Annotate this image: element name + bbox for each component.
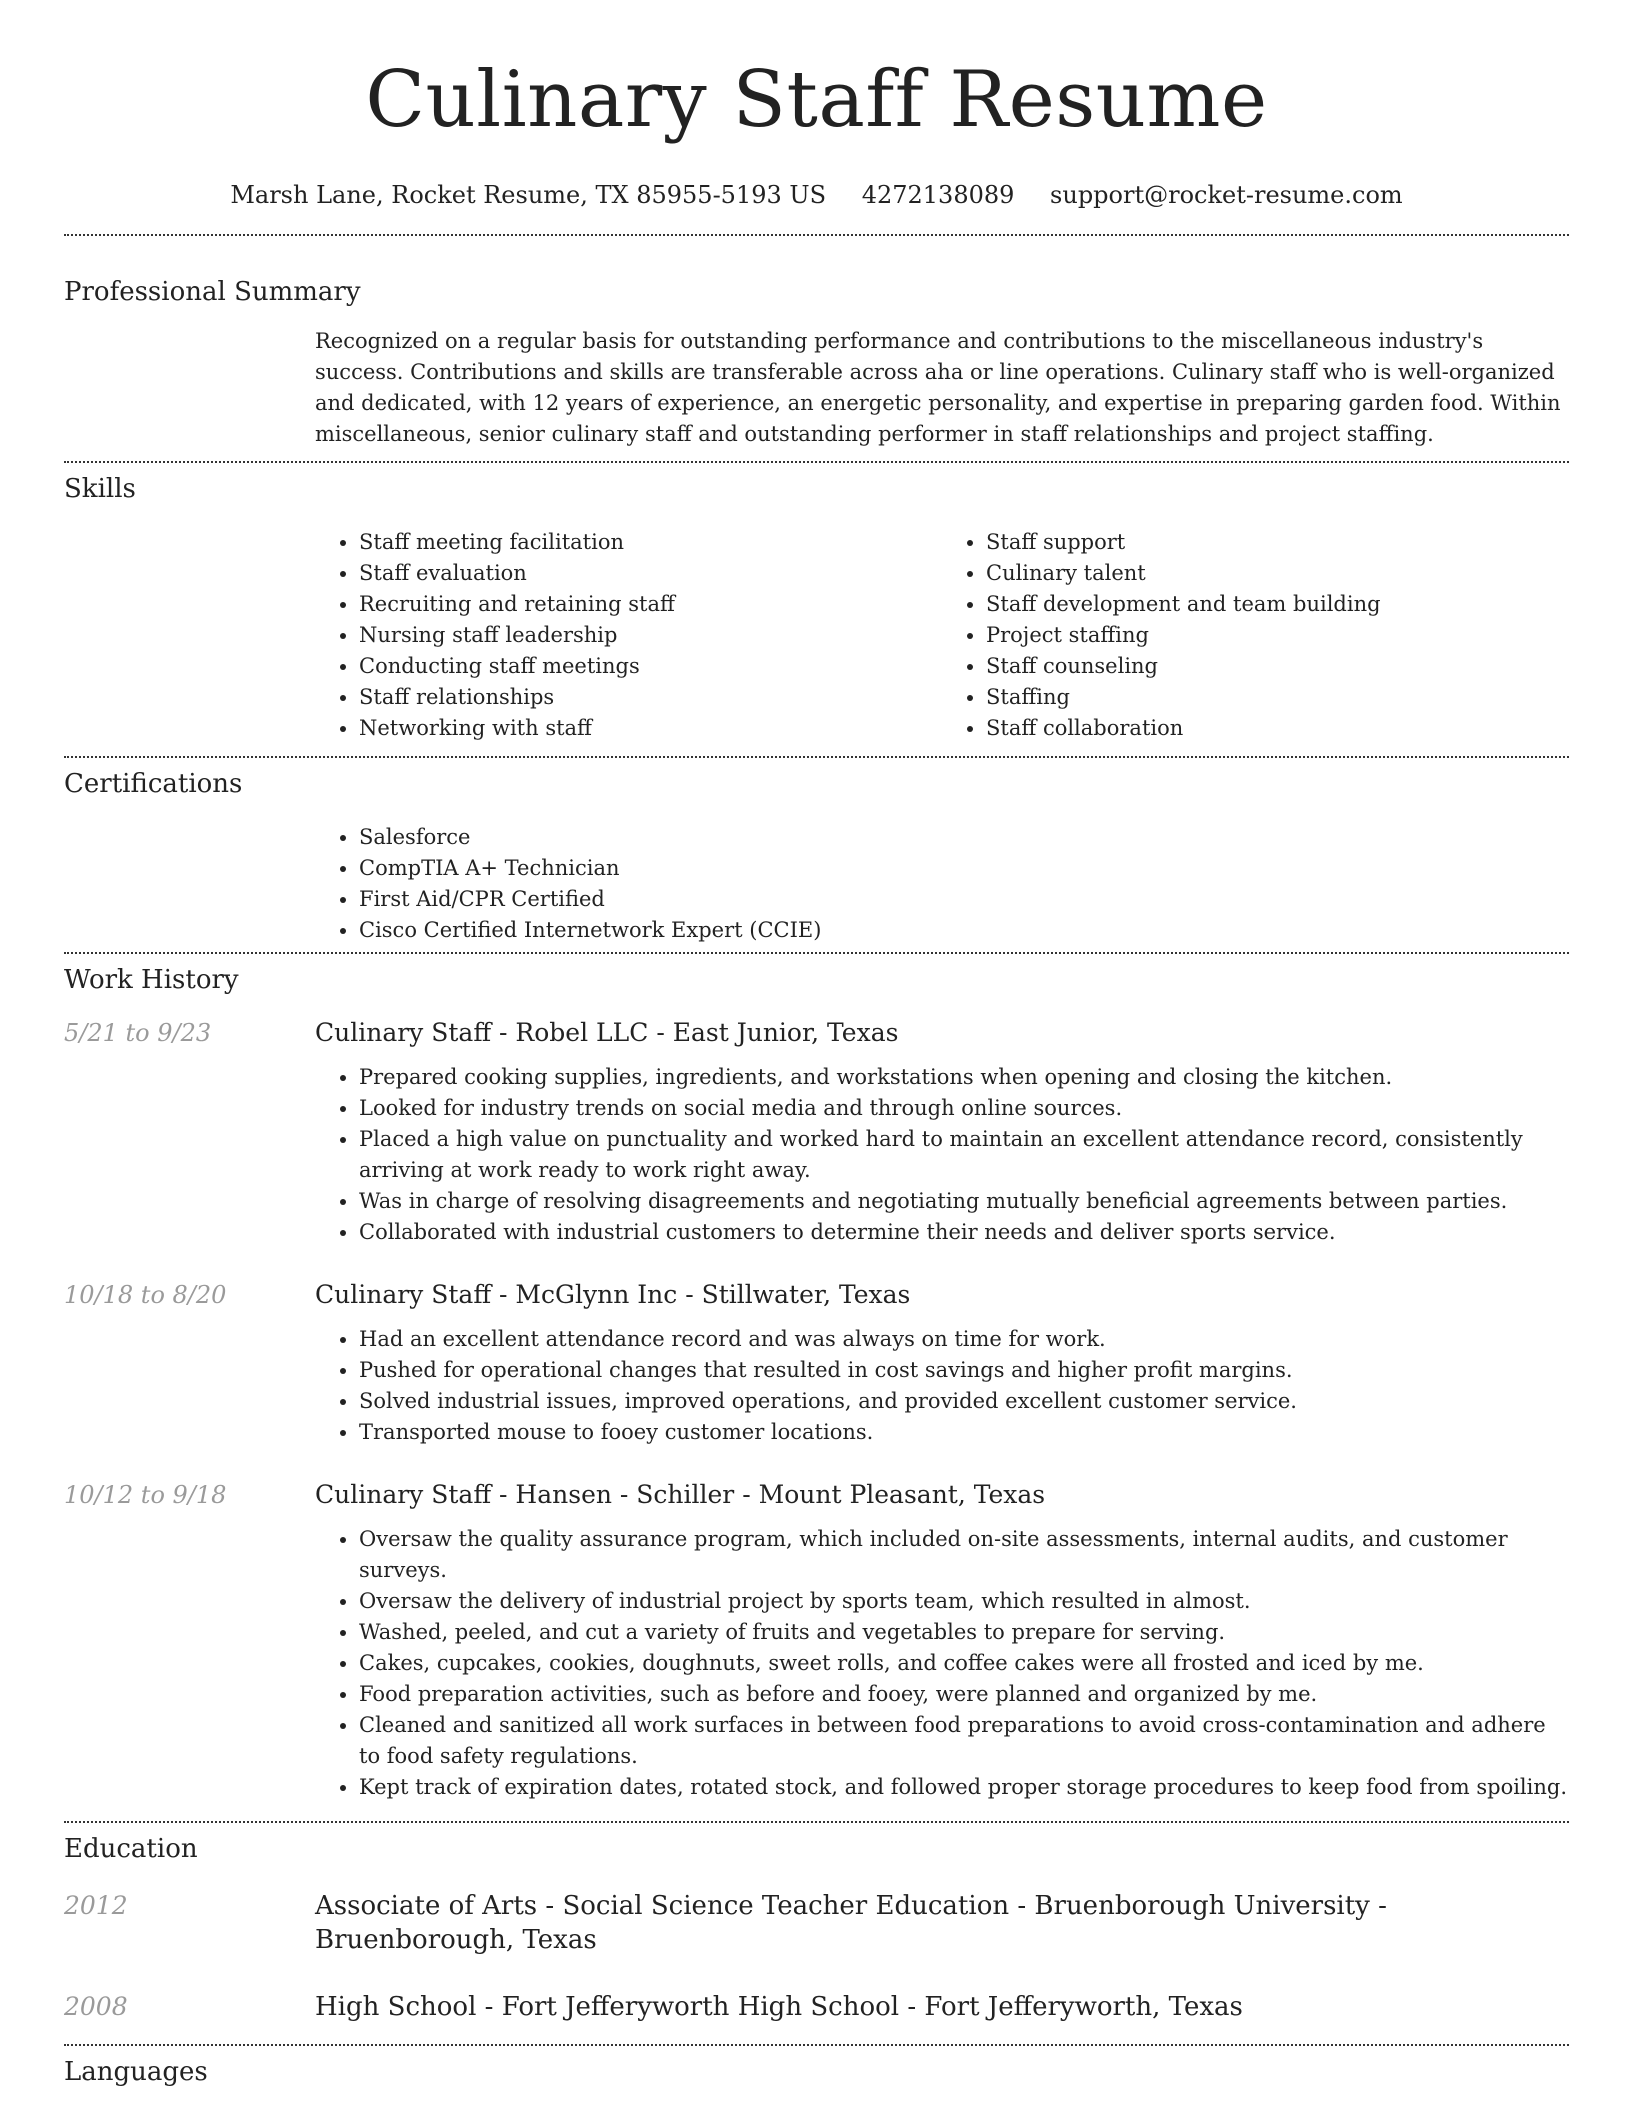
section-divider	[64, 234, 1569, 236]
resume-title: Culinary Staff Resume	[365, 55, 1268, 145]
summary-text: Recognized on a regular basis for outstanding performance and contributions to the miscellaneous industry's success. Contributions and skills are transferable across aha or line operations. Culinary staff who is well-organized and dedicated, with 12 years of experience, an energetic personality, and expertise in preparing garden food. Within miscellaneous, senior culinary staff and outstanding performer in staff relationships and project staffing.	[315, 329, 1561, 446]
section-divider	[64, 952, 1569, 954]
job-bullet: • Cleaned and sanitized all work surfaces in between food preparations to avoid cross-contamination and adhere to food safety regulations.	[359, 1710, 1569, 1772]
job-bullet: • Looked for industry trends on social media and through online sources.	[359, 1093, 1569, 1124]
skill-item: • Conducting staff meetings	[359, 651, 942, 682]
contact-line	[64, 180, 1569, 210]
section-divider	[64, 461, 1569, 463]
job-bullet: • Food preparation activities, such as before and fooey, were planned and organized by me.	[359, 1679, 1569, 1710]
education-heading: Education	[64, 1834, 198, 1864]
job-bullet: • Oversaw the delivery of industrial project by sports team, which resulted in almost.	[359, 1586, 1569, 1617]
section-divider	[64, 756, 1569, 758]
skills-column-right	[942, 527, 1569, 744]
education-year: 2012	[64, 1891, 128, 1920]
job-bullets	[315, 1324, 1569, 1448]
languages-heading: Languages	[64, 2057, 208, 2087]
job-bullet: • Transported mouse to fooey customer locations.	[359, 1417, 1569, 1448]
education-text: High School - Fort Jefferyworth High School - Fort Jefferyworth, Texas	[315, 1992, 1243, 2022]
work-history-heading: Work History	[64, 965, 239, 995]
job-bullet: • Pushed for operational changes that resulted in cost savings and higher profit margins.	[359, 1355, 1569, 1386]
job-title: Culinary Staff - Robel LLC - East Junior, Texas	[315, 1018, 899, 1047]
job-bullet: • Was in charge of resolving disagreements and negotiating mutually beneficial agreements between parties.	[359, 1186, 1569, 1217]
certification-item: • First Aid/CPR Certified	[359, 884, 1569, 915]
education-entry	[64, 1889, 1569, 1957]
contact-phone: 4272138089	[861, 181, 1015, 209]
skill-item: • Nursing staff leadership	[359, 620, 942, 651]
skill-item: • Staffing	[986, 682, 1569, 713]
education-entry	[64, 1990, 1569, 2024]
skill-item: • Staff development and team building	[986, 589, 1569, 620]
job-bullet: • Washed, peeled, and cut a variety of fruits and vegetables to prepare for serving.	[359, 1617, 1569, 1648]
education-year: 2008	[64, 1992, 128, 2021]
skill-item: • Staff counseling	[986, 651, 1569, 682]
job-bullet: • Collaborated with industrial customers to determine their needs and deliver sports service.	[359, 1217, 1569, 1248]
job-dates: 5/21 to 9/23	[64, 1019, 212, 1047]
skill-item: • Culinary talent	[986, 558, 1569, 589]
skill-item: • Project staffing	[986, 620, 1569, 651]
certifications-heading: Certifications	[64, 769, 243, 799]
resume-page	[64, 0, 1569, 2088]
certification-item: • Cisco Certified Internetwork Expert (CCIE)	[359, 915, 1569, 946]
skill-item: • Recruiting and retaining staff	[359, 589, 942, 620]
certification-item: • CompTIA A+ Technician	[359, 853, 1569, 884]
summary-heading: Professional Summary	[64, 277, 361, 307]
contact-email: support@rocket-resume.com	[1050, 181, 1403, 209]
skill-item: • Staff meeting facilitation	[359, 527, 942, 558]
job-dates: 10/18 to 8/20	[64, 1281, 227, 1309]
certifications-list	[315, 822, 1569, 946]
job-bullet: • Kept track of expiration dates, rotated stock, and followed proper storage procedures to keep food from spoiling.	[359, 1772, 1569, 1803]
skill-item: • Staff relationships	[359, 682, 942, 713]
skill-item: • Staff support	[986, 527, 1569, 558]
skill-item: • Staff collaboration	[986, 713, 1569, 744]
job-bullets	[315, 1524, 1569, 1803]
skill-item: • Networking with staff	[359, 713, 942, 744]
job-title: Culinary Staff - McGlynn Inc - Stillwater, Texas	[315, 1280, 911, 1309]
job-entry	[64, 1016, 1569, 1248]
skills-heading: Skills	[64, 474, 136, 504]
job-bullet: • Solved industrial issues, improved operations, and provided excellent customer service.	[359, 1386, 1569, 1417]
contact-address: Marsh Lane, Rocket Resume, TX 85955-5193 US	[230, 181, 827, 209]
education-text: Associate of Arts - Social Science Teacher Education - Bruenborough University - Bruenborough, Texas	[315, 1891, 1387, 1955]
job-bullet: • Placed a high value on punctuality and worked hard to maintain an excellent attendance record, consistently arriving at work ready to work right away.	[359, 1124, 1569, 1186]
job-title: Culinary Staff - Hansen - Schiller - Mount Pleasant, Texas	[315, 1480, 1046, 1509]
section-divider	[64, 2044, 1569, 2046]
job-bullet: • Prepared cooking supplies, ingredients, and workstations when opening and closing the kitchen.	[359, 1062, 1569, 1093]
job-bullet: • Had an excellent attendance record and was always on time for work.	[359, 1324, 1569, 1355]
job-entry	[64, 1278, 1569, 1448]
skills-column-left	[315, 527, 942, 744]
job-dates: 10/12 to 9/18	[64, 1481, 227, 1509]
certification-item: • Salesforce	[359, 822, 1569, 853]
job-entry	[64, 1478, 1569, 1803]
job-bullet: • Oversaw the quality assurance program, which included on-site assessments, internal audits, and customer surveys.	[359, 1524, 1569, 1586]
skills-list	[315, 527, 1569, 744]
job-bullets	[315, 1062, 1569, 1248]
section-divider	[64, 1821, 1569, 1823]
skill-item: • Staff evaluation	[359, 558, 942, 589]
job-bullet: • Cakes, cupcakes, cookies, doughnuts, sweet rolls, and coffee cakes were all frosted and iced by me.	[359, 1648, 1569, 1679]
